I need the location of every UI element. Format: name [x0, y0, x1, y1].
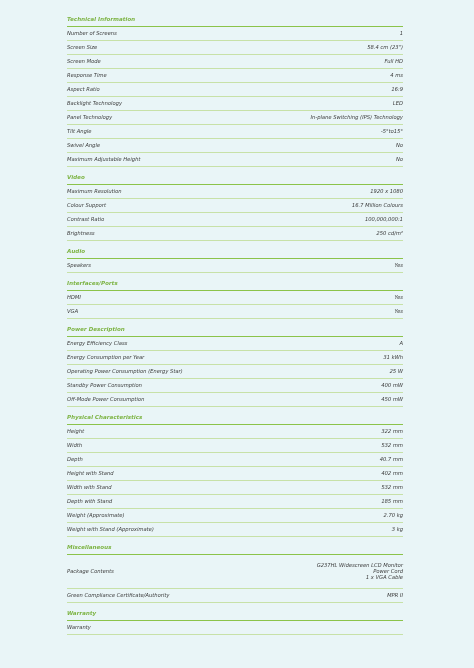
spec-label: Energy Efficiency Class	[67, 340, 128, 347]
spec-label: Number of Screens	[67, 30, 117, 37]
spec-row	[67, 139, 403, 153]
spec-label: Swivel Angle	[67, 142, 101, 149]
spec-value: 532 mm	[381, 442, 403, 449]
spec-value: 3 kg	[391, 526, 403, 533]
spec-row	[67, 259, 403, 273]
spec-value: 58.4 cm (23")	[367, 44, 403, 51]
spec-row	[67, 291, 403, 305]
section-title: Audio	[67, 246, 403, 259]
spec-section	[67, 412, 403, 537]
spec-label: Depth	[67, 456, 83, 463]
spec-row	[67, 589, 403, 603]
section-title: Power Description	[67, 324, 403, 337]
spec-label: Aspect Ratio	[67, 86, 100, 93]
spec-value: 250 cd/m²	[376, 230, 403, 237]
spec-section	[67, 172, 403, 241]
section-title: Interfaces/Ports	[67, 278, 403, 291]
spec-value: 532 mm	[381, 484, 403, 491]
spec-row	[67, 97, 403, 111]
spec-row	[67, 125, 403, 139]
spec-label: Response Time	[67, 72, 107, 79]
spec-label: Off-Mode Power Consumption	[67, 396, 145, 403]
spec-value: No	[395, 142, 403, 149]
spec-label: Energy Consumption per Year	[67, 354, 145, 361]
spec-row	[67, 199, 403, 213]
spec-row	[67, 55, 403, 69]
spec-value: MPR II	[387, 592, 403, 599]
spec-label: Standby Power Consumption	[67, 382, 142, 389]
spec-value: 31 kWh	[383, 354, 403, 361]
spec-label: Weight with Stand (Approximate)	[67, 526, 154, 533]
spec-row	[67, 153, 403, 167]
spec-row	[67, 213, 403, 227]
spec-section	[67, 278, 403, 319]
spec-row	[67, 425, 403, 439]
spec-sheet	[67, 14, 403, 635]
spec-label: Tilt Angle	[67, 128, 92, 135]
spec-label: Warranty	[67, 624, 91, 631]
spec-value: 1	[399, 30, 403, 37]
spec-value: 25 W	[389, 368, 403, 375]
spec-row	[67, 365, 403, 379]
spec-label: Screen Size	[67, 44, 98, 51]
spec-row	[67, 41, 403, 55]
spec-row	[67, 337, 403, 351]
spec-value: 100,000,000:1	[364, 216, 403, 223]
section-title: Miscellaneous	[67, 542, 403, 555]
spec-label: Contrast Ratio	[67, 216, 105, 223]
spec-value: No	[395, 156, 403, 163]
spec-row	[67, 495, 403, 509]
spec-label: Package Contents	[67, 568, 114, 575]
spec-label: Green Compliance Certificate/Authority	[67, 592, 170, 599]
spec-section	[67, 246, 403, 273]
spec-value: 1920 x 1080	[370, 188, 403, 195]
section-title: Video	[67, 172, 403, 185]
spec-value: Yes	[394, 308, 403, 315]
spec-section	[67, 608, 403, 635]
spec-value: 2.70 kg	[383, 512, 403, 519]
spec-row	[67, 185, 403, 199]
spec-label: Weight (Approximate)	[67, 512, 125, 519]
spec-row	[67, 555, 403, 589]
spec-label: Maximum Resolution	[67, 188, 122, 195]
spec-row	[67, 227, 403, 241]
spec-value: 16:9	[391, 86, 403, 93]
spec-label: Colour Support	[67, 202, 106, 209]
section-title: Technical Information	[67, 14, 403, 27]
spec-row	[67, 453, 403, 467]
spec-label: Height with Stand	[67, 470, 114, 477]
section-title: Physical Characteristics	[67, 412, 403, 425]
spec-label: Depth with Stand	[67, 498, 113, 505]
spec-value: G237HL Widescreen LCD Monitor Power Cord 1 x VGA Cable	[316, 562, 403, 581]
spec-row	[67, 111, 403, 125]
spec-section	[67, 324, 403, 407]
spec-label: VGA	[67, 308, 79, 315]
spec-label: Height	[67, 428, 85, 435]
spec-row	[67, 27, 403, 41]
spec-label: Width	[67, 442, 83, 449]
spec-label: Width with Stand	[67, 484, 112, 491]
spec-value: 40.7 mm	[379, 456, 403, 463]
spec-label: Brightness	[67, 230, 95, 237]
spec-value: 4 ms	[390, 72, 403, 79]
spec-row	[67, 379, 403, 393]
spec-value: 450 mW	[381, 396, 403, 403]
spec-value: -5°to15°	[380, 128, 403, 135]
spec-row	[67, 481, 403, 495]
spec-row	[67, 439, 403, 453]
spec-value: 400 mW	[381, 382, 403, 389]
spec-row	[67, 83, 403, 97]
spec-value: Full HD	[384, 58, 403, 65]
spec-value: Yes	[394, 262, 403, 269]
spec-row	[67, 393, 403, 407]
spec-value: 16.7 Million Colours	[351, 202, 403, 209]
spec-label: Panel Technology	[67, 114, 113, 121]
spec-value: 402 mm	[381, 470, 403, 477]
spec-label: Speakers	[67, 262, 91, 269]
spec-value: 322 mm	[381, 428, 403, 435]
spec-label: Maximum Adjustable Height	[67, 156, 141, 163]
spec-label: Backlight Technology	[67, 100, 123, 107]
spec-row	[67, 305, 403, 319]
spec-row	[67, 467, 403, 481]
spec-row	[67, 621, 403, 635]
spec-label: Screen Mode	[67, 58, 101, 65]
spec-value: A	[399, 340, 403, 347]
spec-value: LED	[392, 100, 403, 107]
spec-row	[67, 351, 403, 365]
spec-value: Yes	[394, 294, 403, 301]
spec-row	[67, 523, 403, 537]
section-title: Warranty	[67, 608, 403, 621]
spec-section	[67, 14, 403, 167]
spec-label: Operating Power Consumption (Energy Star)	[67, 368, 183, 375]
spec-row	[67, 509, 403, 523]
spec-value: 185 mm	[381, 498, 403, 505]
spec-value: In-plane Switching (IPS) Technology	[310, 114, 403, 121]
spec-section	[67, 542, 403, 603]
spec-row	[67, 69, 403, 83]
spec-label: HDMI	[67, 294, 81, 301]
